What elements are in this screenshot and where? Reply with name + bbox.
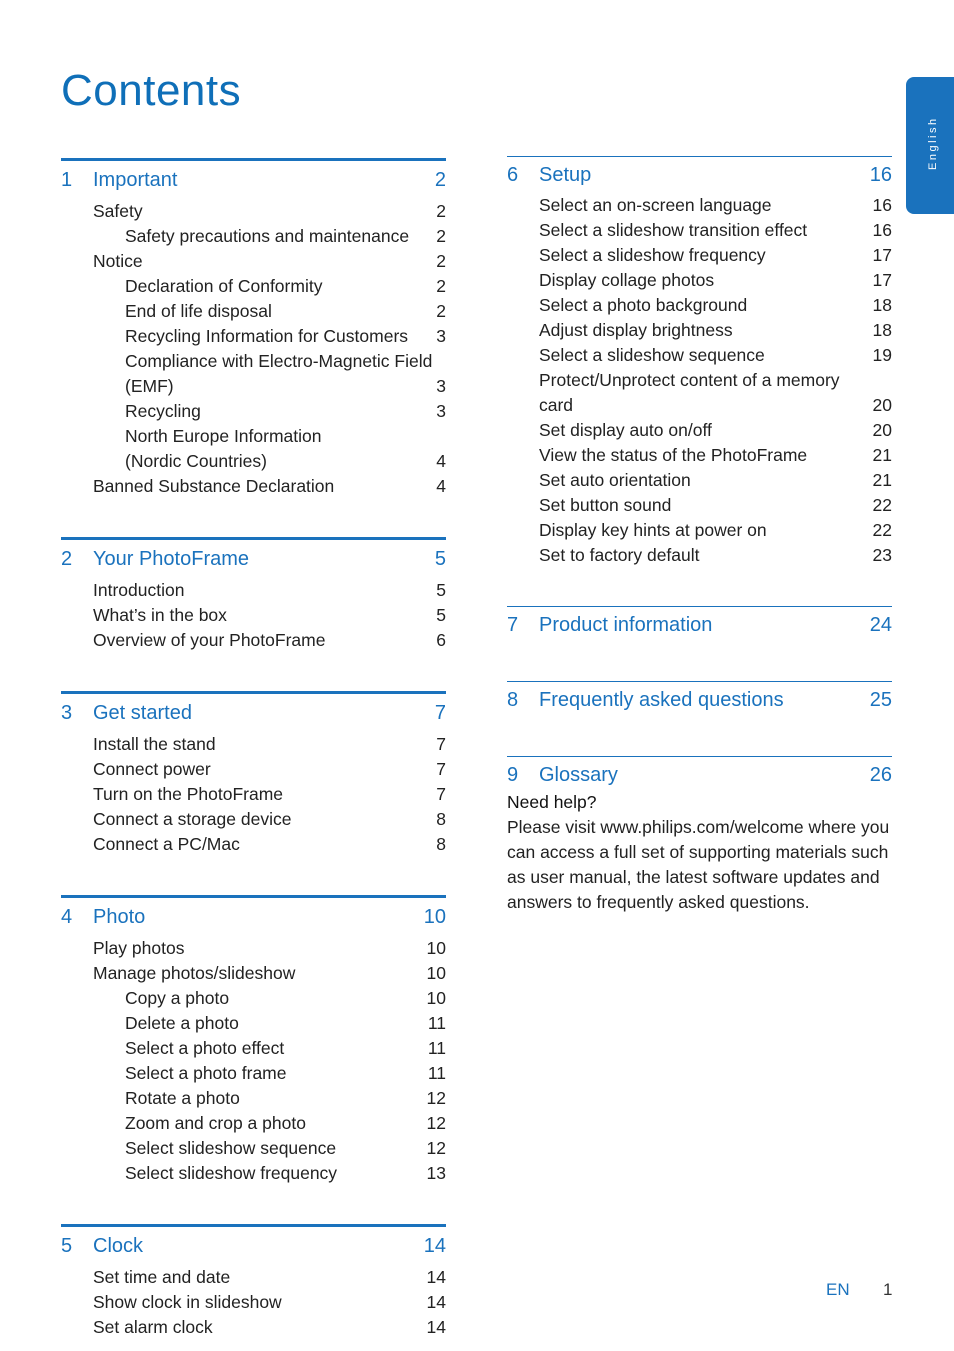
toc-entry-label: Connect a storage device	[93, 809, 292, 829]
toc-entry[interactable]	[61, 424, 446, 449]
toc-entry-label: Declaration of Conformity	[125, 276, 323, 296]
toc-entry-page: 2	[436, 226, 446, 246]
toc-left-column	[61, 158, 446, 1350]
section-number: 9	[507, 763, 519, 786]
toc-entry[interactable]	[507, 218, 892, 243]
toc-entry-page: 14	[426, 1267, 446, 1287]
section-number: 7	[507, 613, 519, 636]
toc-entry-page: 13	[426, 1163, 446, 1183]
toc-entry[interactable]	[61, 324, 446, 349]
toc-entry-page: 23	[872, 545, 892, 565]
toc-entry-page: 11	[427, 1038, 446, 1058]
toc-entry-label: Select slideshow sequence	[125, 1138, 337, 1158]
section-page-number: 10	[423, 905, 446, 928]
toc-entry-page: 4	[436, 451, 446, 471]
toc-entry[interactable]	[61, 936, 446, 961]
toc-entry-page: 10	[426, 963, 446, 983]
toc-entry[interactable]	[61, 349, 446, 374]
toc-entry[interactable]	[61, 603, 446, 628]
toc-entry-page: 20	[872, 420, 892, 440]
section-page-number: 25	[869, 688, 892, 711]
toc-entry-label: Zoom and crop a photo	[125, 1113, 306, 1133]
section-page-number: 5	[434, 547, 446, 570]
section-title: Important	[93, 168, 178, 191]
toc-entry[interactable]	[61, 249, 446, 274]
page-title: Contents	[61, 66, 242, 115]
toc-entry[interactable]	[61, 274, 446, 299]
footer-page-number: 1	[883, 1280, 893, 1299]
toc-section-heading[interactable]	[61, 161, 446, 199]
toc-entry[interactable]	[507, 318, 892, 343]
toc-entry-page: 8	[436, 809, 446, 829]
toc-entry-label: North Europe Information	[125, 426, 322, 446]
toc-entry-page: 3	[436, 326, 446, 346]
toc-entry-label: End of life disposal	[125, 301, 272, 321]
toc-entry[interactable]	[507, 268, 892, 293]
toc-entry-list	[61, 732, 446, 867]
toc-entry[interactable]	[507, 543, 892, 568]
toc-entry-label: Display key hints at power on	[539, 520, 767, 540]
toc-entry[interactable]	[61, 782, 446, 807]
toc-entry-list	[507, 718, 892, 728]
toc-entry-page: 7	[436, 734, 446, 754]
toc-entry[interactable]	[61, 732, 446, 757]
section-title: Product information	[539, 613, 713, 636]
toc-entry-label: Adjust display brightness	[539, 320, 733, 340]
toc-section-heading[interactable]	[507, 757, 892, 793]
toc-entry[interactable]	[61, 832, 446, 857]
toc-section-heading[interactable]	[507, 682, 892, 718]
toc-entry-list	[61, 936, 446, 1196]
toc-entry-label: Select a slideshow transition effect	[539, 220, 808, 240]
toc-entry-label: Set auto orientation	[539, 470, 691, 490]
section-title: Clock	[93, 1234, 144, 1257]
toc-entry-page: 10	[426, 988, 446, 1008]
language-tab-label: English	[927, 116, 939, 170]
toc-section	[61, 895, 446, 1196]
section-title: Glossary	[539, 763, 618, 786]
toc-entry-page: 22	[872, 495, 892, 515]
toc-entry-label: Recycling Information for Customers	[125, 326, 409, 346]
toc-entry[interactable]	[507, 518, 892, 543]
section-number: 1	[61, 168, 73, 191]
toc-entry-list	[61, 1265, 446, 1350]
toc-entry-list	[61, 199, 446, 509]
toc-section	[61, 1224, 446, 1350]
section-page-number: 24	[869, 613, 892, 636]
toc-entry-label: View the status of the PhotoFrame	[539, 445, 808, 465]
toc-entry-label: Display collage photos	[539, 270, 715, 290]
toc-entry-label: card	[539, 395, 574, 415]
toc-section	[61, 691, 446, 867]
toc-entry[interactable]	[61, 1290, 446, 1315]
toc-entry-label: Introduction	[93, 580, 185, 600]
toc-entry-page: 18	[872, 295, 892, 315]
toc-entry-label: Connect power	[93, 759, 211, 779]
toc-entry-label: Select an on-screen language	[539, 195, 772, 215]
section-title: Photo	[93, 905, 146, 928]
section-title: Get started	[93, 701, 192, 724]
toc-entry-label: Manage photos/slideshow	[93, 963, 296, 983]
toc-entry-page: 17	[872, 245, 892, 265]
toc-entry-page: 2	[436, 251, 446, 271]
toc-entry-list	[61, 578, 446, 663]
toc-entry-label: Connect a PC/Mac	[93, 834, 240, 854]
toc-entry-page: 16	[872, 195, 892, 215]
section-title: Frequently asked questions	[539, 688, 784, 711]
toc-entry[interactable]	[61, 449, 446, 474]
toc-entry-page: 5	[436, 605, 446, 625]
toc-entry-list	[507, 643, 892, 653]
toc-entry[interactable]	[61, 986, 446, 1011]
section-number: 5	[61, 1234, 73, 1257]
toc-section-heading[interactable]	[61, 1227, 446, 1265]
toc-section	[507, 156, 892, 578]
toc-entry-page: 8	[436, 834, 446, 854]
toc-entry-page: 10	[426, 938, 446, 958]
section-number: 4	[61, 905, 73, 928]
toc-entry[interactable]	[61, 1086, 446, 1111]
toc-entry-page: 2	[436, 301, 446, 321]
toc-entry-label: What’s in the box	[93, 605, 227, 625]
section-number: 3	[61, 701, 73, 724]
section-number: 2	[61, 547, 73, 570]
toc-entry-page: 18	[872, 320, 892, 340]
help-box	[507, 790, 897, 915]
toc-entry[interactable]	[61, 628, 446, 653]
toc-entry-page: 12	[426, 1113, 446, 1133]
section-number: 8	[507, 688, 519, 711]
section-page-number: 7	[434, 701, 446, 724]
toc-entry-label: Select a slideshow sequence	[539, 345, 765, 365]
toc-entry[interactable]	[507, 393, 892, 418]
toc-entry[interactable]	[507, 418, 892, 443]
toc-entry-page: 4	[436, 476, 446, 496]
toc-entry[interactable]	[61, 1265, 446, 1290]
toc-entry[interactable]	[507, 443, 892, 468]
toc-entry-page: 6	[436, 630, 446, 650]
toc-entry[interactable]	[61, 1136, 446, 1161]
section-page-number: 2	[434, 168, 446, 191]
section-page-number: 26	[869, 763, 892, 786]
toc-entry-label: Set alarm clock	[93, 1317, 213, 1337]
toc-entry-label: Overview of your PhotoFrame	[93, 630, 326, 650]
toc-entry-label: Select a photo background	[539, 295, 748, 315]
toc-entry-label: Play photos	[93, 938, 185, 958]
toc-entry-label: Safety	[93, 201, 143, 221]
toc-entry[interactable]	[507, 468, 892, 493]
toc-entry-label: Rotate a photo	[125, 1088, 240, 1108]
toc-entry-page: 12	[426, 1138, 446, 1158]
toc-entry-label: Install the stand	[93, 734, 216, 754]
toc-entry[interactable]	[61, 1061, 446, 1086]
toc-entry-page: 12	[426, 1088, 446, 1108]
toc-entry-label: Recycling	[125, 401, 201, 421]
section-page-number: 14	[423, 1234, 446, 1257]
toc-entry[interactable]	[61, 1315, 446, 1340]
toc-entry[interactable]	[507, 368, 892, 393]
toc-entry[interactable]	[61, 961, 446, 986]
toc-entry-page: 11	[427, 1013, 446, 1033]
toc-section	[507, 606, 892, 653]
help-body: Please visit www.philips.com/welcome where you can access a full set of supporting materials such as user manual, the latest software updates and answers to frequently asked questions.	[507, 817, 890, 912]
toc-entry-page: 20	[872, 395, 892, 415]
toc-entry-page: 3	[436, 376, 446, 396]
toc-entry-label: Notice	[93, 251, 143, 271]
toc-entry-page: 14	[426, 1292, 446, 1312]
toc-entry-label: (EMF)	[125, 376, 174, 396]
toc-entry[interactable]	[61, 299, 446, 324]
toc-entry-label: Compliance with Electro-Magnetic Field	[125, 351, 433, 371]
toc-entry-page: 3	[436, 401, 446, 421]
toc-entry[interactable]	[61, 1011, 446, 1036]
toc-entry[interactable]	[61, 224, 446, 249]
toc-entry-label: Select slideshow frequency	[125, 1163, 338, 1183]
toc-entry-page: 17	[872, 270, 892, 290]
toc-entry[interactable]	[61, 807, 446, 832]
toc-entry-page: 2	[436, 276, 446, 296]
toc-entry-label: Select a photo frame	[125, 1063, 287, 1083]
toc-entry[interactable]	[61, 757, 446, 782]
toc-entry[interactable]	[507, 293, 892, 318]
toc-entry-page: 7	[436, 759, 446, 779]
toc-entry-label: Turn on the PhotoFrame	[93, 784, 284, 804]
section-number: 6	[507, 163, 519, 186]
toc-section-heading[interactable]	[507, 157, 892, 193]
toc-entry-label: Select a slideshow frequency	[539, 245, 766, 265]
toc-entry-label: Set display auto on/off	[539, 420, 712, 440]
toc-entry[interactable]	[61, 474, 446, 499]
toc-entry[interactable]	[507, 243, 892, 268]
toc-section-heading[interactable]	[61, 694, 446, 732]
toc-entry[interactable]	[61, 578, 446, 603]
section-title: Your PhotoFrame	[93, 547, 250, 570]
toc-section	[507, 681, 892, 728]
toc-entry[interactable]	[61, 1036, 446, 1061]
toc-entry-label: Delete a photo	[125, 1013, 239, 1033]
toc-entry-page: 5	[436, 580, 446, 600]
toc-section-heading[interactable]	[507, 607, 892, 643]
footer-language: EN	[826, 1280, 850, 1299]
toc-entry-label: Set button sound	[539, 495, 672, 515]
toc-section-heading[interactable]	[61, 540, 446, 578]
toc-entry-label: Protect/Unprotect content of a memory	[539, 370, 840, 390]
toc-entry-page: 14	[426, 1317, 446, 1337]
toc-entry-label: Select a photo effect	[125, 1038, 285, 1058]
toc-entry[interactable]	[507, 493, 892, 518]
toc-right-column	[507, 156, 892, 803]
toc-entry[interactable]	[507, 343, 892, 368]
toc-entry-page: 16	[872, 220, 892, 240]
toc-entry-page: 22	[872, 520, 892, 540]
toc-entry-label: Show clock in slideshow	[93, 1292, 282, 1312]
toc-section	[61, 537, 446, 663]
toc-entry-page: 21	[872, 470, 892, 490]
toc-entry-page: 7	[436, 784, 446, 804]
section-title: Setup	[539, 163, 592, 186]
toc-entry-label: Safety precautions and maintenance	[125, 226, 410, 246]
toc-entry-page: 21	[872, 445, 892, 465]
toc-entry-page: 11	[427, 1063, 446, 1083]
toc-entry-list	[507, 193, 892, 578]
toc-entry[interactable]	[61, 199, 446, 224]
toc-section-heading[interactable]	[61, 898, 446, 936]
toc-entry[interactable]	[61, 374, 446, 399]
toc-entry-label: (Nordic Countries)	[125, 451, 267, 471]
toc-entry-page: 2	[436, 201, 446, 221]
toc-entry[interactable]	[61, 1111, 446, 1136]
toc-entry-label: Set time and date	[93, 1267, 231, 1287]
section-page-number: 16	[869, 163, 892, 186]
toc-entry-label: Banned Substance Declaration	[93, 476, 335, 496]
toc-section	[61, 158, 446, 509]
toc-entry-label: Set to factory default	[539, 545, 700, 565]
toc-entry-label: Copy a photo	[125, 988, 230, 1008]
toc-entry[interactable]	[61, 399, 446, 424]
toc-entry[interactable]	[507, 193, 892, 218]
toc-entry[interactable]	[61, 1161, 446, 1186]
toc-entry-page: 19	[872, 345, 892, 365]
help-title: Need help?	[507, 792, 597, 812]
